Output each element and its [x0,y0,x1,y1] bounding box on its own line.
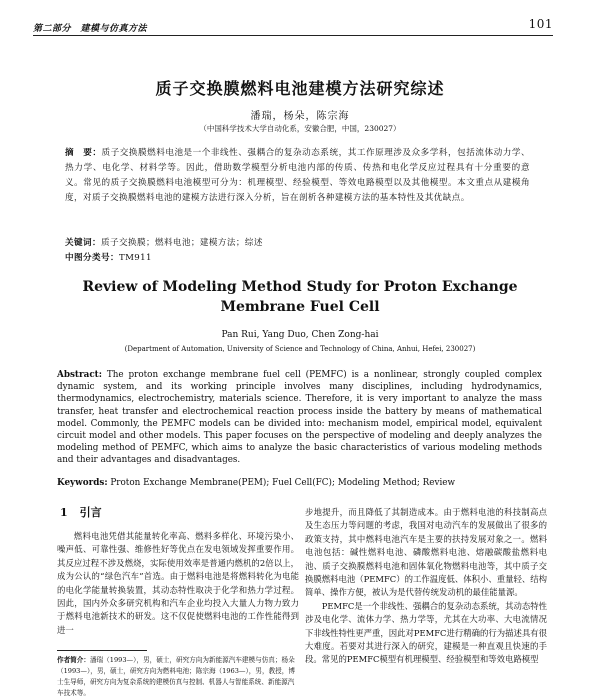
chinese-title: 质子交换膜燃料电池建模方法研究综述 [155,79,445,98]
english-authors: Pan Rui, Yang Duo, Chen Zong-hai [221,330,379,340]
section-heading [60,504,299,520]
running-header [33,17,553,33]
english-abstract [57,369,542,467]
english-keywords [57,478,542,488]
chinese-abstract-text: 质子交换膜燃料电池是一个非线性、强耦合的复杂动态系统，其工作原理涉及众多学科，包括流体动力学、热力学、电化学、材料学等。因此，借助数学模型分析电池内部的传质、传热和电化学反应过程具有十分重要的意义。常见的质子交换膜燃料电池模型可分为：机理模型、经验模型、等效电路模型以及其他模型。本文重点从建模角度，对质子交换膜燃料电池的建模方法进行深入分析，旨在剖析各种建模方法的基本特性及其优缺点。 [65,148,530,203]
section-number: 1 [60,506,68,519]
chinese-keywords [65,236,535,248]
footnote-text: 潘瑞（1993—），男，硕士，研究方向为新能源汽车建模与仿真；杨朵（1993—），男，硕士，研究方向为燃料电池；陈宗海（1963—），男，教授，博士生导师，研究方向为复杂系统的建模仿真与控制、机器人与智能系统、新能源汽车技术等。 [57,656,295,697]
chinese-keywords-text: 质子交换膜；燃料电池；建模方法；综述 [100,238,263,248]
header-rule [33,35,553,36]
clc-number [65,251,535,263]
english-keywords-text: Proton Exchange Membrane(PEM); Fuel Cell(FC); Modeling Method; Review [110,478,456,488]
intro-paragraph-continued: 步地提升，而且降低了其制造成本。由于燃料电池的科技制高点及生态压力等问题的考虑，我国对电动汽车的发展做出了很多的政策支持，其中燃料电池汽车是主要的扶持发展对象之一。燃料电池包括：碱性燃料电池、磷酸燃料电池、熔融碳酸盐燃料电池、质子交换膜燃料电池和固体氧化物燃料电池等，其中质子交换膜燃料电池（PEMFC）的工作温度低、体积小、重量轻、结构简单、操作方便，被认为是代替传统发动机的最佳能量源。 [305,507,547,598]
english-title [0,277,600,317]
running-header-section: 第二部分 建模与仿真方法 [33,24,148,34]
clc-number-text: TM911 [118,253,152,263]
right-column-body [305,506,547,667]
footnote-rule [57,650,147,651]
pemfc-paragraph: PEMFC是一个非线性、强耦合的复杂动态系统，其动态特性涉及电化学、流体力学、热力学等，尤其在大功率、大电流情况下非线性特性更严重，因此对PEMFC进行精确的行为描述具有很大难度。若要对其进行深入的研究，建模是一种直观且快速的手段。常见的PEMFC模型有机理模型、经验模型和等效电路模型 [305,600,547,665]
chinese-abstract [65,146,530,206]
english-keywords-label: Keywords: [57,478,108,488]
clc-number-label: 中图分类号： [65,253,119,263]
chinese-authors: 潘瑞，杨朵，陈宗海 [250,111,350,122]
english-abstract-text: The proton exchange membrane fuel cell (PEMFC) is a nonlinear, strongly coupled complex dynamic system, and its working principle involves many disciplines, including hydrodynamics, thermodynamics, electrochemistry, materials science. Therefore, it is very important to analyze the mass transfer, heat transfer and electrochemical reaction process inside the battery by means of mathematical model. Commonly, the PEMFC models can be divided into: mechanism model, empirical model, equivalent circuit model and other models. This paper focuses on the perspective of modeling and deeply analyzes the modeling method of PEMFC, which aims to analyze the basic characteristics of various modeling methods and their advantages and disadvantages. [57,370,542,466]
english-title-line-1: Review of Modeling Method Study for Proton Exchange [82,279,518,295]
author-footnote [57,655,299,699]
chinese-keywords-label: 关键词： [65,238,101,248]
right-column [305,506,547,667]
left-column [57,504,299,637]
section-title: 引言 [79,506,102,519]
intro-paragraph: 燃料电池凭借其能量转化率高、燃料多样化、环境污染小、噪声低、可靠性强、维修性好等优点在发电领域发挥重要作用。其反应过程不涉及燃烧，实际使用效率是普通内燃机的2倍以上，成为公认的“绿色汽车”首选。由于燃料电池是将燃料转化为电能的电化学能量转换装置，其动态特性取决于化学和热力学过程。因此，国内外众多研究机构和汽车企业均投入大量人力物力致力于燃料电池新技术的研发。这不仅促使燃料电池的工作性能得到进一 [57,531,299,635]
chinese-abstract-label: 摘 要： [65,148,102,158]
chinese-affiliation: （中国科学技术大学自动化系，安徽合肥，中国，230027） [199,124,401,133]
footnote-label: 作者简介： [57,656,90,664]
page-number: 101 [528,17,553,31]
english-title-line-2: Membrane Fuel Cell [220,299,380,315]
english-affiliation: (Department of Automation, University of Science and Technology of China, Anhui, Hefei, 230027) [124,345,476,353]
english-abstract-label: Abstract: [57,370,102,380]
